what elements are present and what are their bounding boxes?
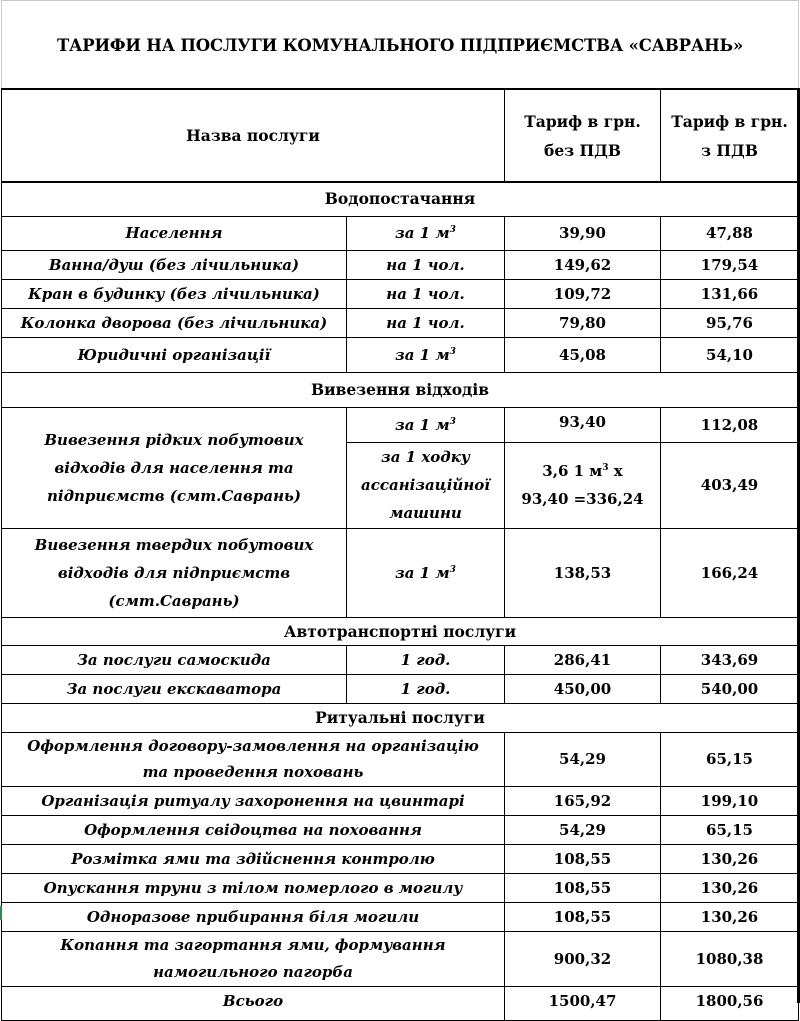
row-tariff-no-vat: 286,41 xyxy=(505,645,661,674)
row-tariff-no-vat-total: 1500,47 xyxy=(505,986,661,1020)
row-tariff-no-vat: 93,40 xyxy=(505,407,661,442)
row-tariff-no-vat: 149,62 xyxy=(505,250,661,279)
row-tariff-vat: 1080,38 xyxy=(661,931,799,986)
row-tariff-vat: 131,66 xyxy=(661,279,799,308)
tariff-table xyxy=(1,88,799,1021)
row-unit: на 1 чол. xyxy=(347,279,505,308)
header-tariff-vat-line2: з ПДВ xyxy=(701,140,758,160)
row-name: Населення xyxy=(2,216,347,250)
row-name: За послуги екскаватора xyxy=(2,674,347,703)
row-tariff-no-vat: 109,72 xyxy=(505,279,661,308)
row-tariff-no-vat: 900,32 xyxy=(505,931,661,986)
header-tariff-vat-line1: Тариф в грн. xyxy=(671,111,788,131)
page-title: ТАРИФИ НА ПОСЛУГИ КОМУНАЛЬНОГО ПІДПРИЄМСТВА «САВРАНЬ» xyxy=(56,36,744,55)
row-tariff-no-vat: 450,00 xyxy=(505,674,661,703)
table-row xyxy=(2,337,799,372)
row-tariff-no-vat: 54,29 xyxy=(505,732,661,786)
section-title-waste: Вивезення відходів xyxy=(2,372,799,407)
table-row xyxy=(2,279,799,308)
row-name: Копання та загортання ями, формування намогильного пагорба xyxy=(2,931,505,986)
row-name: Оформлення свідоцтва на поховання xyxy=(2,815,505,844)
table-row xyxy=(2,844,799,873)
row-tariff-no-vat: 108,55 xyxy=(505,902,661,931)
row-tariff-vat: 65,15 xyxy=(661,815,799,844)
row-unit: 1 год. xyxy=(347,645,505,674)
header-tariff-no-vat xyxy=(505,89,661,182)
row-tariff-vat: 47,88 xyxy=(661,216,799,250)
row-name: Ванна/душ (без лічильника) xyxy=(2,250,347,279)
header-service-name: Назва послуги xyxy=(2,89,505,182)
table-row xyxy=(2,931,799,986)
row-name-total: Всього xyxy=(2,986,505,1020)
table-row xyxy=(2,786,799,815)
table-row xyxy=(2,407,799,442)
section-title-transport: Автотранспортні послуги xyxy=(2,617,799,645)
row-tariff-vat: 403,49 xyxy=(661,442,799,528)
row-unit: на 1 чол. xyxy=(347,250,505,279)
row-tariff-no-vat: 3,6 1 $м^3$ х 93,40 =336,24 xyxy=(505,442,661,528)
row-tariff-vat: 95,76 xyxy=(661,308,799,337)
section-title-water: Водопостачання xyxy=(2,182,799,216)
cell-selection-marker xyxy=(0,906,2,920)
row-tariff-no-vat: 39,90 xyxy=(505,216,661,250)
row-name: Кран в будинку (без лічильника) xyxy=(2,279,347,308)
row-name: Опускання труни з тілом померлого в могилу xyxy=(2,873,505,902)
row-tariff-vat: 130,26 xyxy=(661,902,799,931)
row-tariff-no-vat: 54,29 xyxy=(505,815,661,844)
header-tariff-no-vat-line2: без ПДВ xyxy=(544,140,622,160)
row-tariff-vat: 540,00 xyxy=(661,674,799,703)
row-unit-trip: за 1 ходку ассанізаційної машини xyxy=(347,442,505,528)
table-row xyxy=(2,674,799,703)
header-tariff-vat xyxy=(661,89,799,182)
row-unit: за 1 $м^3$ xyxy=(347,407,505,442)
row-tariff-no-vat: 108,55 xyxy=(505,873,661,902)
row-tariff-vat: 112,08 xyxy=(661,407,799,442)
row-name: Одноразове прибирання біля могили xyxy=(2,902,505,931)
table-row xyxy=(2,732,799,786)
row-unit: за 1 $м^3$ xyxy=(347,337,505,372)
row-name: За послуги самоскида xyxy=(2,645,347,674)
row-tariff-vat: 166,24 xyxy=(661,528,799,617)
row-unit: 1 год. xyxy=(347,674,505,703)
table-row xyxy=(2,528,799,617)
header-tariff-no-vat-line1: Тариф в грн. xyxy=(524,111,641,131)
row-tariff-vat-total: 1800,56 xyxy=(661,986,799,1020)
row-tariff-vat: 54,10 xyxy=(661,337,799,372)
row-tariff-vat: 130,26 xyxy=(661,873,799,902)
row-name: Оформлення договору-замовлення на організацію та проведення поховань xyxy=(2,732,505,786)
table-row xyxy=(2,645,799,674)
row-name-solid-waste: Вивезення твердих побутових відходів для підприємств (смт.Саврань) xyxy=(2,528,347,617)
table-row xyxy=(2,815,799,844)
table-row xyxy=(2,873,799,902)
row-tariff-no-vat: 138,53 xyxy=(505,528,661,617)
row-tariff-vat: 130,26 xyxy=(661,844,799,873)
row-unit: на 1 чол. xyxy=(347,308,505,337)
table-row xyxy=(2,250,799,279)
row-tariff-vat: 179,54 xyxy=(661,250,799,279)
table-row xyxy=(2,216,799,250)
table-header xyxy=(2,89,799,182)
row-name-liquid-waste: Вивезення рідких побутових відходів для населення та підприємств (смт.Саврань) xyxy=(2,407,347,528)
row-tariff-vat: 65,15 xyxy=(661,732,799,786)
row-unit: за 1 $м^3$ xyxy=(347,216,505,250)
row-tariff-vat: 199,10 xyxy=(661,786,799,815)
table-row-total xyxy=(2,986,799,1020)
row-tariff-vat: 343,69 xyxy=(661,645,799,674)
row-name: Юридичні організації xyxy=(2,337,347,372)
row-tariff-no-vat: 45,08 xyxy=(505,337,661,372)
table-row xyxy=(2,308,799,337)
row-tariff-no-vat: 108,55 xyxy=(505,844,661,873)
table-row xyxy=(2,902,799,931)
row-name: Організація ритуалу захоронення на цвинтарі xyxy=(2,786,505,815)
row-tariff-no-vat: 165,92 xyxy=(505,786,661,815)
row-name: Колонка дворова (без лічильника) xyxy=(2,308,347,337)
section-title-ritual: Ритуальні послуги xyxy=(2,703,799,732)
row-name: Розмітка ями та здійснення контролю xyxy=(2,844,505,873)
row-tariff-no-vat: 79,80 xyxy=(505,308,661,337)
row-unit: за 1 $м^3$ xyxy=(347,528,505,617)
